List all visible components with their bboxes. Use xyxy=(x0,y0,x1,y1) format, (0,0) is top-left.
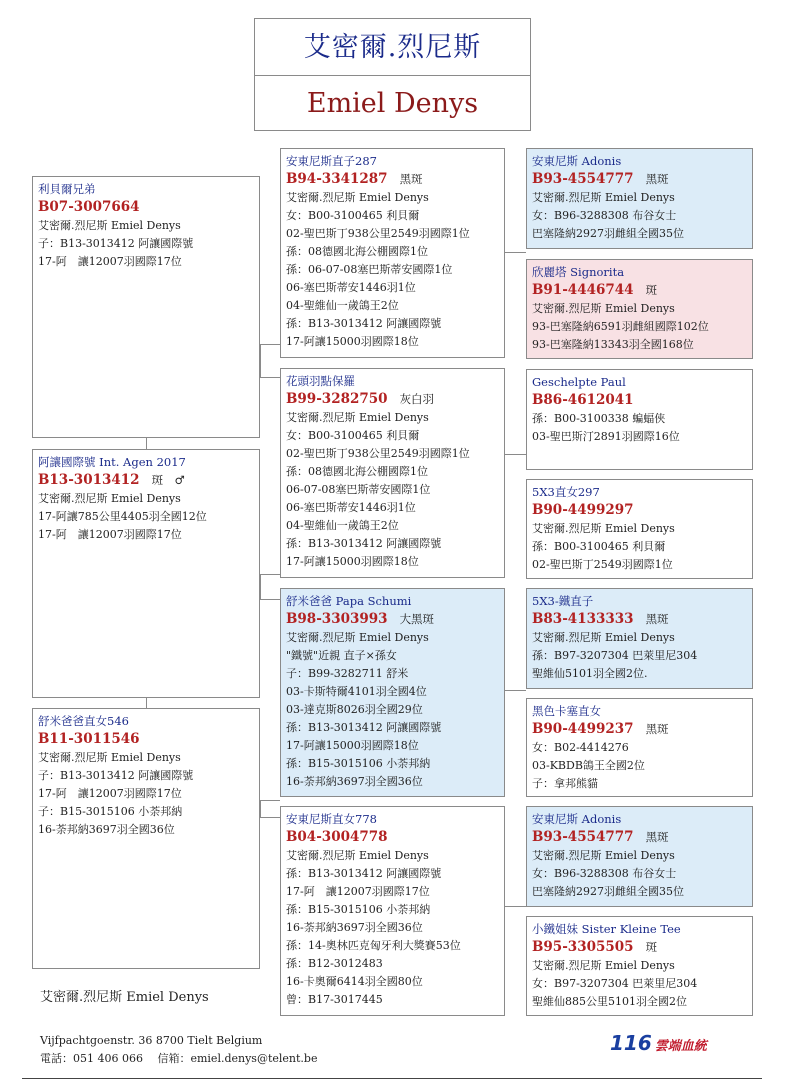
bird-info-line: 女：B00-3100465 利貝爾 xyxy=(286,429,420,442)
bird-info-line: 子：B13-3013412 阿讓國際號 xyxy=(38,237,194,250)
bird-info-line: 聖維仙885公里5101羽全國2位 xyxy=(532,995,687,1008)
bird-card-dam xyxy=(32,708,260,969)
bird-info-line: 孫：08德國北海公棚國際1位 xyxy=(286,245,428,258)
bird-name: 花頭羽點保羅 xyxy=(286,374,355,388)
bird-info-line: 16-卡奧爾6414羽全國80位 xyxy=(286,975,423,988)
bird-name: 利貝爾兄弟 xyxy=(38,182,96,196)
bird-info-line: 艾密爾.烈尼斯 Emiel Denys xyxy=(286,191,429,204)
ring-number: B83-4133333 黑斑 xyxy=(532,611,669,627)
ring-number: B93-4554777 黑斑 xyxy=(532,171,669,187)
bird-info-line: 艾密爾.烈尼斯 Emiel Denys xyxy=(532,302,675,315)
bird-info-line: 孫：B13-3013412 阿讓國際號 xyxy=(286,317,442,330)
address-line: Vijfpachtgoenstr. 36 8700 Tielt Belgium xyxy=(40,1034,263,1047)
ring-number: B90-4499237 黑斑 xyxy=(532,721,669,737)
logo-text: 雲端血統 xyxy=(654,1039,707,1054)
connector-line xyxy=(260,574,261,599)
bird-card-grandsire-maternal xyxy=(280,588,505,797)
bird-info-line: 孫：B15-3015106 小荼邦納 xyxy=(286,903,431,916)
bird-info-line: 艾密爾.烈尼斯 Emiel Denys xyxy=(532,849,675,862)
bird-color: 黑斑 xyxy=(645,830,669,844)
ring-number: B86-4612041 xyxy=(532,392,634,408)
connector-line xyxy=(146,437,147,449)
bird-info-line: 06-塞巴斯蒂安1446羽1位 xyxy=(286,501,416,514)
bird-info-line: 孫：08德國北海公棚國際1位 xyxy=(286,465,428,478)
bird-info-line: 孫：B12-3012483 xyxy=(286,957,383,970)
bird-info-line: 17-阿讓15000羽國際18位 xyxy=(286,335,419,348)
bird-card-subject xyxy=(32,449,260,698)
bird-info-line: 巴塞隆納2927羽雌組全國35位 xyxy=(532,885,684,898)
bird-info-line: 17-阿讓15000羽國際18位 xyxy=(286,555,419,568)
bird-card-ggs-1 xyxy=(526,148,753,249)
connector-line xyxy=(146,697,147,708)
bird-info-line: 03-卡斯特爾4101羽全國4位 xyxy=(286,685,427,698)
bird-info-line: 93-巴塞隆納6591羽雌組國際102位 xyxy=(532,320,709,333)
bird-card-granddam-paternal xyxy=(280,368,505,578)
pedigree-header xyxy=(254,18,531,131)
bird-color: 斑 xyxy=(645,283,658,297)
bird-info-line: 孫：B97-3207304 巴萊里尼304 xyxy=(532,649,698,662)
bird-name: 黑色卡塞直女 xyxy=(532,704,601,718)
bird-color: 黑斑 xyxy=(645,172,669,186)
bird-info-line: 04-聖維仙一歲鴿王2位 xyxy=(286,299,399,312)
connector-line xyxy=(260,800,261,817)
breeder-name-zh: 艾密爾.烈尼斯 xyxy=(255,19,530,76)
bird-color: 斑 xyxy=(645,940,658,954)
bird-card-ggs-2 xyxy=(526,369,753,470)
bird-card-ggd-4 xyxy=(526,916,753,1016)
bird-info-line: 聖維仙5101羽全國2位. xyxy=(532,667,648,680)
bird-info-line: 16-荼邦納3697羽全國36位 xyxy=(286,775,423,788)
bird-card-ggs-4 xyxy=(526,806,753,907)
bird-info-line: 02-聖巴斯丁938公里2549羽國際1位 xyxy=(286,227,470,240)
connector-line xyxy=(260,574,280,575)
connector-line xyxy=(260,344,280,345)
bird-info-line: 艾密爾.烈尼斯 Emiel Denys xyxy=(532,522,675,535)
logo-number: 116 xyxy=(610,1031,652,1055)
breeder-name-en: Emiel Denys xyxy=(306,88,479,119)
bird-info-line: 02-聖巴斯丁938公里2549羽國際1位 xyxy=(286,447,470,460)
bird-info-line: "鐵號"近親 直子×孫女 xyxy=(286,649,397,662)
connector-line xyxy=(504,454,526,455)
bird-info-line: 子：B99-3282711 舒米 xyxy=(286,667,409,680)
bird-info-line: 艾密爾.烈尼斯 Emiel Denys xyxy=(286,849,429,862)
bird-info-line: 子：B13-3013412 阿讓國際號 xyxy=(38,769,194,782)
bird-info-line: 孫：B13-3013412 阿讓國際號 xyxy=(286,721,442,734)
bird-name: 安東尼斯直子287 xyxy=(286,154,377,168)
connector-line xyxy=(260,599,280,600)
bird-info-line: 艾密爾.烈尼斯 Emiel Denys xyxy=(532,959,675,972)
bird-info-line: 17-阿 讓12007羽國際17位 xyxy=(286,885,430,898)
bird-info-line: 孫：B15-3015106 小荼邦納 xyxy=(286,757,431,770)
ring-number: B04-3004778 xyxy=(286,829,388,845)
ring-number: B13-3013412 斑 ♂ xyxy=(38,472,185,488)
divider xyxy=(22,1078,762,1079)
bird-info-line: 93-巴塞隆納13343羽全國168位 xyxy=(532,338,694,351)
bird-info-line: 16-荼邦納3697羽全國36位 xyxy=(38,823,175,836)
connector-line xyxy=(504,252,526,253)
bird-color: 黑斑 xyxy=(645,722,669,736)
bird-card-ggd-2 xyxy=(526,479,753,579)
bird-info-line: 艾密爾.烈尼斯 Emiel Denys xyxy=(38,751,181,764)
bird-card-ggd-3 xyxy=(526,698,753,797)
bird-name: 安東尼斯直女778 xyxy=(286,812,377,826)
bird-card-sire xyxy=(32,176,260,438)
bird-info-line: 女：B96-3288308 布谷女士 xyxy=(532,209,677,222)
bird-name: 舒米爸爸直女546 xyxy=(38,714,129,728)
bird-info-line: 女：B96-3288308 布谷女士 xyxy=(532,867,677,880)
bird-color: 黑斑 xyxy=(399,172,423,186)
bird-info-line: 孫：B00-3100465 利貝爾 xyxy=(532,540,666,553)
bird-name: 5X3直女297 xyxy=(532,485,600,499)
bird-info-line: 艾密爾.烈尼斯 Emiel Denys xyxy=(532,191,675,204)
bird-info-line: 04-聖維仙一歲鴿王2位 xyxy=(286,519,399,532)
bird-info-line: 16-荼邦納3697羽全國36位 xyxy=(286,921,423,934)
bird-info-line: 孫：14-奧林匹克匈牙利大獎賽53位 xyxy=(286,939,461,952)
ring-number: B93-4554777 黑斑 xyxy=(532,829,669,845)
bird-info-line: 艾密爾.烈尼斯 Emiel Denys xyxy=(38,492,181,505)
bird-info-line: 17-阿讓785公里4405羽全國12位 xyxy=(38,510,207,523)
bird-name: 舒米爸爸 Papa Schumi xyxy=(286,594,412,608)
bird-info-line: 06-塞巴斯蒂安1446羽1位 xyxy=(286,281,416,294)
bird-info-line: 06-07-08塞巴斯蒂安國際1位 xyxy=(286,483,431,496)
bird-info-line: 曾：B17-3017445 xyxy=(286,993,383,1006)
ring-number: B11-3011546 xyxy=(38,731,140,747)
bird-color: 灰白羽 xyxy=(399,392,435,406)
ring-number: B94-3341287 黑斑 xyxy=(286,171,423,187)
ring-number: B91-4446744 斑 xyxy=(532,282,658,298)
bird-card-grandsire-paternal xyxy=(280,148,505,358)
bird-info-line: 孫：B00-3100338 蝙蝠俠 xyxy=(532,412,666,425)
bird-info-line: 17-阿讓15000羽國際18位 xyxy=(286,739,419,752)
bird-card-ggd-1 xyxy=(526,259,753,359)
breeder-signature: 艾密爾.烈尼斯 Emiel Denys xyxy=(40,990,209,1005)
ring-number: B90-4499297 xyxy=(532,502,634,518)
connector-line xyxy=(260,800,280,801)
connector-line xyxy=(504,906,526,907)
bird-name: 安東尼斯 Adonis xyxy=(532,812,622,826)
bird-name: Geschelpte Paul xyxy=(532,375,626,389)
bird-info-line: 艾密爾.烈尼斯 Emiel Denys xyxy=(38,219,181,232)
bird-info-line: 女：B02-4414276 xyxy=(532,741,629,754)
bird-color: 斑 ♂ xyxy=(151,473,185,487)
bird-info-line: 女：B97-3207304 巴萊里尼304 xyxy=(532,977,698,990)
bird-info-line: 艾密爾.烈尼斯 Emiel Denys xyxy=(286,411,429,424)
bird-info-line: 艾密爾.烈尼斯 Emiel Denys xyxy=(286,631,429,644)
bird-info-line: 孫：06-07-08塞巴斯蒂安國際1位 xyxy=(286,263,453,276)
bird-info-line: 03-聖巴斯汀2891羽國際16位 xyxy=(532,430,680,443)
connector-line xyxy=(504,690,526,691)
ring-number: B98-3303993 大黑斑 xyxy=(286,611,435,627)
site-logo xyxy=(610,1031,707,1055)
ring-number: B99-3282750 灰白羽 xyxy=(286,391,435,407)
connector-line xyxy=(260,817,280,818)
bird-info-line: 巴塞隆納2927羽雌組全國35位 xyxy=(532,227,684,240)
bird-info-line: 艾密爾.烈尼斯 Emiel Denys xyxy=(532,631,675,644)
ring-number: B07-3007664 xyxy=(38,199,140,215)
bird-info-line: 女：B00-3100465 利貝爾 xyxy=(286,209,420,222)
bird-name: 安東尼斯 Adonis xyxy=(532,154,622,168)
bird-card-ggs-3 xyxy=(526,588,753,689)
bird-info-line: 17-阿 讓12007羽國際17位 xyxy=(38,255,182,268)
connector-line xyxy=(260,377,280,378)
bird-info-line: 子：拿邦熊貓 xyxy=(532,777,598,790)
bird-name: 5X3-鐵直子 xyxy=(532,594,594,608)
bird-info-line: 孫：B13-3013412 阿讓國際號 xyxy=(286,867,442,880)
bird-name: 小鐵姐妹 Sister Kleine Tee xyxy=(532,922,681,936)
contact-line: 電話：051 406 066 信箱：emiel.denys@telent.be xyxy=(40,1052,318,1065)
bird-card-granddam-maternal xyxy=(280,806,505,1016)
bird-info-line: 17-阿 讓12007羽國際17位 xyxy=(38,787,182,800)
bird-color: 大黑斑 xyxy=(399,612,435,626)
bird-info-line: 孫：B13-3013412 阿讓國際號 xyxy=(286,537,442,550)
bird-info-line: 03-KBDB鴿王全國2位 xyxy=(532,759,645,772)
bird-info-line: 03-達克斯8026羽全國29位 xyxy=(286,703,423,716)
bird-info-line: 17-阿 讓12007羽國際17位 xyxy=(38,528,182,541)
connector-line xyxy=(260,344,261,377)
ring-number: B95-3305505 斑 xyxy=(532,939,658,955)
bird-info-line: 子：B15-3015106 小荼邦納 xyxy=(38,805,183,818)
contact-block xyxy=(40,1032,317,1068)
bird-name: 阿讓國際號 Int. Agen 2017 xyxy=(38,455,186,469)
bird-info-line: 02-聖巴斯丁2549羽國際1位 xyxy=(532,558,673,571)
bird-color: 黑斑 xyxy=(645,612,669,626)
bird-name: 欣麗塔 Signorita xyxy=(532,265,625,279)
